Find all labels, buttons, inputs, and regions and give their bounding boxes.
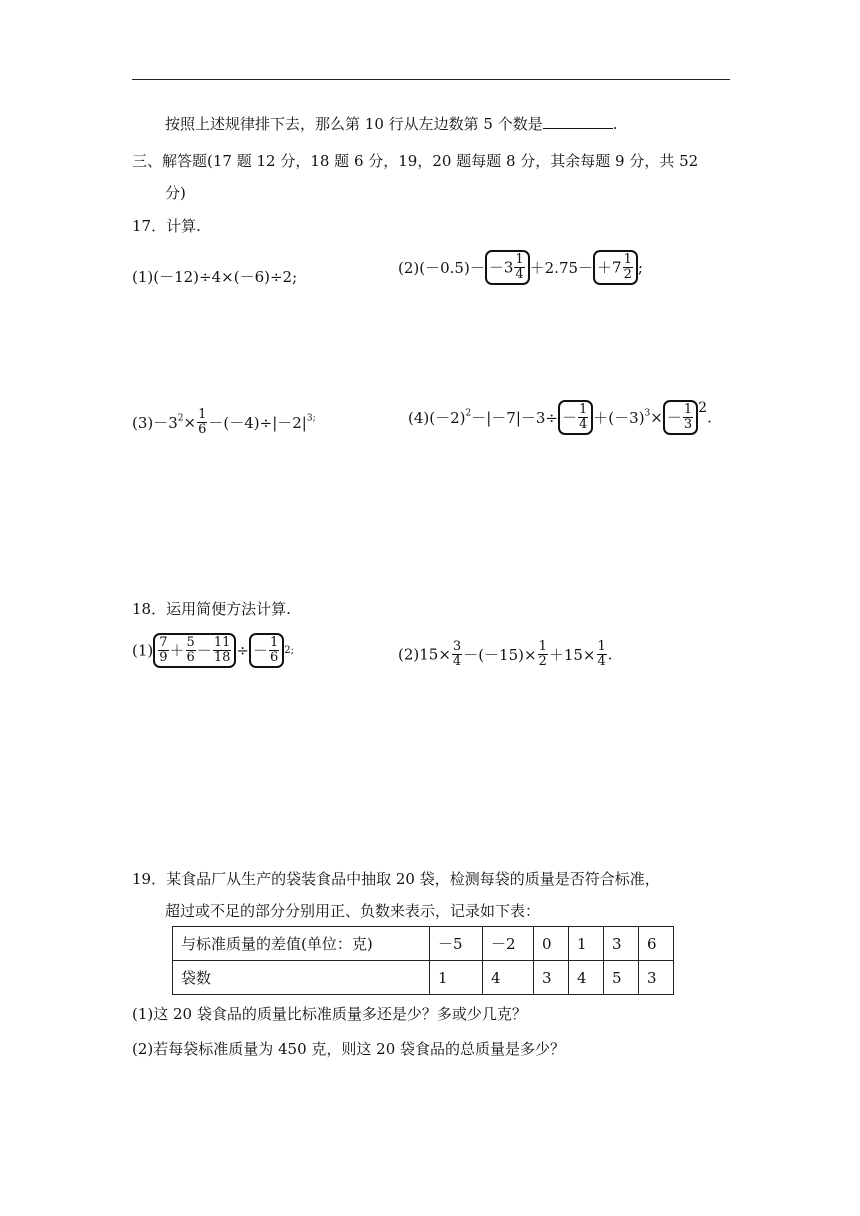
section3-heading: 三、解答题(17 题 12 分，18 题 6 分，19，20 题每题 8 分，其余每题 9 分，共 52 <box>132 152 699 170</box>
table-cell: 4 <box>483 961 534 995</box>
table-cell: 与标准质量的差值(单位：克) <box>173 927 430 961</box>
q18-part2: (2)15× $\frac{3}{4}$ －(－15)× $\frac{1}{2}$ ＋15× $\frac{1}{4}$ . <box>398 639 613 669</box>
fraction: $\frac{1}{4}$ <box>579 402 588 432</box>
table-cell: 4 <box>569 961 604 995</box>
fraction: $\frac{1}{2}$ <box>538 639 547 669</box>
bracket-group: －3 $\frac{1}{4}$ <box>485 250 530 285</box>
q19-sub2: (2)若每袋标准质量为 450 克，则这 20 袋食品的总质量是多少？ <box>132 1040 566 1058</box>
table-cell: 5 <box>604 961 639 995</box>
table-cell: －2 <box>483 927 534 961</box>
fraction: $\frac{1}{3}$ <box>683 402 693 432</box>
data-table <box>172 926 674 995</box>
fraction: $\frac{11}{18}$ <box>213 635 231 665</box>
fraction: $\frac{7}{9}$ <box>159 635 168 665</box>
q17-title: 17．计算. <box>132 217 201 235</box>
fraction: $\frac{1}{4}$ <box>597 639 606 669</box>
q19-stem: 19．某食品厂从生产的袋装食品中抽取 20 袋，检测每袋的质量是否符合标准， <box>132 870 660 888</box>
fraction: $\frac{1}{6}$ <box>198 407 207 437</box>
intro-line: 按照上述规律排下去，那么第 10 行从左边数第 5 个数是 . <box>165 115 618 133</box>
answer-blank <box>543 114 613 129</box>
table-cell: 3 <box>639 961 674 995</box>
q17-part4: $(4)(-2)^2-|-7|-3\div$ － $\frac{1}{4}$ $+(-3)^3\times$ － $\frac{1}{3}$ 2. <box>408 400 712 435</box>
fraction: $\frac{1}{4}$ <box>515 252 524 282</box>
q18-part1: (1) $\frac{7}{9}$ ＋ $\frac{5}{6}$ － $\frac{11}{18}$ ÷ － $\frac{1}{6}$ 2; <box>132 633 294 668</box>
table-cell: 3 <box>604 927 639 961</box>
table-cell: 袋数 <box>173 961 430 995</box>
q17-part3: $(3)-3^2\times$ $\frac{1}{6}$ $-(-4)\div|-2|^{3;}$ <box>132 407 316 437</box>
bracket-group: － $\frac{1}{6}$ <box>249 633 284 668</box>
table-cell: 1 <box>430 961 483 995</box>
bracket-group: － $\frac{1}{4}$ <box>558 400 593 435</box>
table-row <box>173 961 674 995</box>
fraction: $\frac{1}{2}$ <box>623 252 632 282</box>
q17-part1: (1)(－12)÷4×(－6)÷2; <box>132 268 298 286</box>
section3-heading-cont: 分) <box>165 184 186 202</box>
q19-sub1: (1)这 20 袋食品的质量比标准质量多还是少？多或少几克？ <box>132 1005 527 1023</box>
fraction: $\frac{3}{4}$ <box>452 639 462 669</box>
bracket-group: － $\frac{1}{3}$ <box>663 400 698 435</box>
table-cell: 0 <box>534 927 569 961</box>
table-cell: －5 <box>430 927 483 961</box>
bracket-group: $\frac{7}{9}$ ＋ $\frac{5}{6}$ － $\frac{11}{18}$ <box>153 633 236 668</box>
fraction: $\frac{1}{6}$ <box>269 635 279 665</box>
q19-stem-cont: 超过或不足的部分分别用正、负数来表示，记录如下表： <box>165 902 541 920</box>
fraction: $\frac{5}{6}$ <box>186 635 195 665</box>
table-cell: 3 <box>534 961 569 995</box>
table-row <box>173 927 674 961</box>
bracket-group: ＋7 $\frac{1}{2}$ <box>593 250 638 285</box>
header-rule <box>132 79 730 80</box>
table-cell: 1 <box>569 927 604 961</box>
table-cell: 6 <box>639 927 674 961</box>
q18-title: 18．运用简便方法计算. <box>132 600 291 618</box>
q17-part2: (2)(－0.5)－ －3 $\frac{1}{4}$ ＋2.75－ ＋7 $\frac{1}{2}$ ; <box>398 250 643 285</box>
